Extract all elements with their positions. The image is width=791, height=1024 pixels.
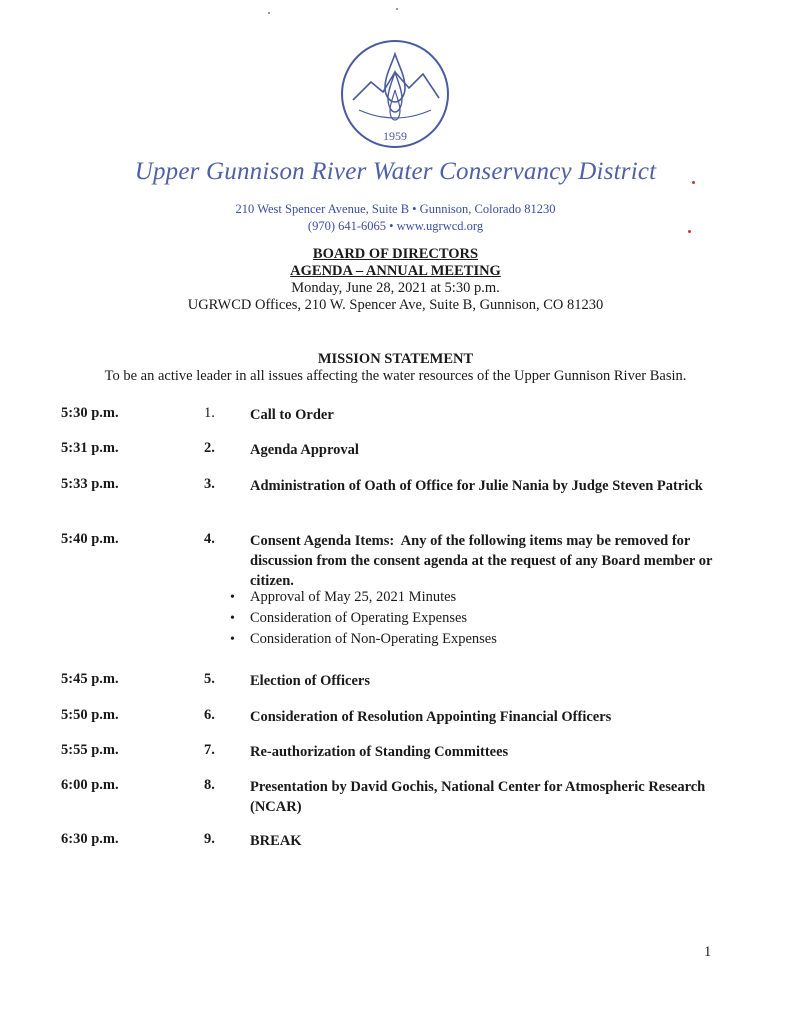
agenda-title: BREAK: [250, 833, 302, 849]
agenda-title: AGENDA – ANNUAL MEETING: [290, 263, 501, 279]
agenda-title: Election of Officers: [250, 673, 370, 689]
agenda-title: Consent Agenda Items:: [250, 533, 395, 549]
meeting-location: UGRWCD Offices, 210 W. Spencer Ave, Suite B, Gunnison, CO 81230: [187, 297, 604, 313]
agenda-time: 5:50 p.m.: [61, 707, 119, 723]
agenda-number: 5.: [204, 671, 215, 687]
agenda-number: 6.: [204, 707, 215, 723]
district-seal-logo: [339, 38, 451, 150]
consent-item-text: Consideration of Non-Operating Expenses: [250, 631, 497, 647]
agenda-number: 9.: [204, 831, 215, 847]
agenda-title: Administration of Oath of Office for Julie Nania by Judge Steven Patrick: [250, 478, 703, 494]
agenda-time: 5:45 p.m.: [61, 671, 119, 687]
agenda-number: 7.: [204, 742, 215, 758]
agenda-number: 2.: [204, 440, 215, 456]
address-line: 210 West Spencer Avenue, Suite B • Gunnison, Colorado 81230: [235, 202, 556, 216]
seal-year: 1959: [383, 129, 407, 143]
agenda-title: Consideration of Resolution Appointing Financial Officers: [250, 709, 612, 725]
bullet-icon: •: [230, 611, 235, 626]
agenda-time: 5:33 p.m.: [61, 476, 119, 492]
consent-item-text: Approval of May 25, 2021 Minutes: [250, 589, 457, 605]
consent-items-list: [230, 587, 630, 650]
agenda-number: 8.: [204, 777, 215, 793]
meeting-datetime: Monday, June 28, 2021 at 5:30 p.m.: [291, 280, 500, 296]
agenda-time: 5:40 p.m.: [61, 531, 119, 547]
agenda-number: 3.: [204, 476, 215, 492]
agenda-title: Presentation by David Gochis, National Center for Atmospheric Research (NCAR): [250, 779, 706, 815]
list-item: [230, 587, 630, 608]
mission-title: MISSION STATEMENT: [317, 351, 474, 367]
agenda-number: 1.: [204, 405, 215, 421]
bullet-icon: •: [230, 590, 235, 605]
agenda-number: 4.: [204, 531, 215, 547]
agenda-time: 6:30 p.m.: [61, 831, 119, 847]
agenda-time: 6:00 p.m.: [61, 777, 119, 793]
agenda-time: 5:31 p.m.: [61, 440, 119, 456]
list-item: [230, 608, 630, 629]
organization-name: Upper Gunnison River Water Conservancy District: [134, 158, 657, 185]
bullet-icon: •: [230, 632, 235, 647]
page-number: 1: [704, 944, 712, 960]
contact-line: (970) 641-6065 • www.ugrwcd.org: [307, 219, 484, 233]
meeting-header: [0, 246, 791, 314]
scan-speck: [268, 12, 270, 14]
list-item: [230, 629, 630, 650]
board-title: BOARD OF DIRECTORS: [312, 246, 479, 262]
agenda-time: 5:30 p.m.: [61, 405, 119, 421]
consent-agenda-block: [250, 531, 720, 591]
agenda-title: Agenda Approval: [250, 442, 359, 458]
agenda-title: Call to Order: [250, 407, 334, 423]
scan-speck: [396, 8, 398, 10]
address-block: [0, 201, 791, 235]
consent-description: Any of the following items may be removed for discussion from the consent agenda at the request of any Board member or citizen.: [250, 533, 713, 589]
consent-item-text: Consideration of Operating Expenses: [250, 610, 468, 626]
agenda-time: 5:55 p.m.: [61, 742, 119, 758]
agenda-title: Re-authorization of Standing Committees: [250, 744, 509, 760]
mission-text: To be an active leader in all issues affecting the water resources of the Upper Gunnison River Basin.: [104, 368, 687, 384]
